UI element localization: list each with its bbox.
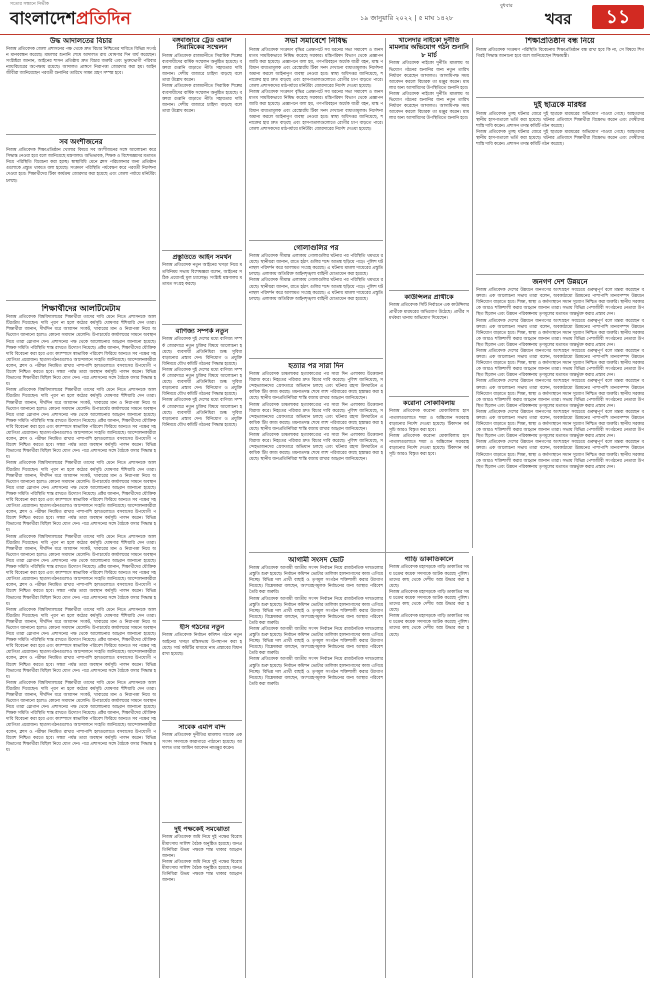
article-body-continued: নিজস্ব প্রতিবেদক দেশের উন্নয়নে জনগণের অংশগ্রহণ সবচেয়ে গুরুত্বপূর্ণ বলে মন্তব্য করেছেন বক্তারা। এক আলোচনা সভায় তারা বলেন, অবকাঠামো উন্নয়নের পাশাপাশি মানবসম্পদ উন্নয়নে বিনিয়োগ বাড়াতে হবে। শিক্ষা, স্বাস্থ্য ও কর্মসংস্থানে সমান সুযোগ নিশ্চিত করা জরুরি। স্থানীয় সরকারকে আরও শক্তিশালী করার আহ্বান জানান তারা। সভায় বিভিন্ন পেশাজীবী সংগঠনের নেতারা উপস্থিত ছিলেন এবং উন্নয়ন পরিকল্পনায় তৃণমূলের মতামত অন্তর্ভুক্ত করার প্রস্তাব দেন। xyxy=(476,379,644,409)
headline: জনগণ দেশ উন্নয়নে xyxy=(532,278,588,286)
article-body: নিজস্ব প্রতিবেদক জমি নিয়ে দুই পক্ষের বিরোধ মীমাংসায় সালিশ বৈঠক অনুষ্ঠিত হয়েছে। জনপ্রতিনিধিরা উভয় পক্ষকে শান্ত থাকার আহ্বান জানান। xyxy=(162,835,242,859)
article-body: নিজস্ব প্রতিবেদক আগামী জাতীয় সংসদ নির্বাচন নিয়ে রাজনৈতিক দলগুলোর প্রস্তুতি শুরু হয়েছে। নির্বাচন কমিশন ভোটার তালিকা হালনাগাদের কাজ এগিয়ে নিচ্ছে। বিভিন্ন দল প্রার্থী বাছাই ও তৃণমূল সংগঠন শক্তিশালী করার উদ্যোগ নিয়েছে। বিশ্লেষকরা বলছেন, অংশগ্রহণমূলক নির্বাচনের জন্য আস্থার পরিবেশ তৈরি করা জরুরি। xyxy=(249,566,383,596)
column-rule xyxy=(472,556,473,978)
row-rule xyxy=(162,324,242,325)
article-body-continued: নিজস্ব প্রতিবেদক মহাসড়কে গাড়ি ডাকাতির সময় চক্রের কয়েক সদস্যকে আটক করেছে পুলিশ। তাদের কাছ থেকে দেশীয় অস্ত্র উদ্ধার করা হয়েছে। xyxy=(389,589,469,614)
row-rule xyxy=(162,822,242,823)
article-khaleda-niko xyxy=(389,37,469,287)
masthead-tagline: সত্যের সন্ধানে নির্ভীক xyxy=(10,2,49,7)
article-udho-adalot xyxy=(6,37,156,132)
article-shikkha-bondho xyxy=(476,37,644,95)
headline: কাউন্সিলর প্রার্থীকে xyxy=(404,294,454,301)
headline: হত্যার পর সারা দিন xyxy=(288,362,344,370)
article-body-continued: নিজস্ব প্রতিবেদক আগামী জাতীয় সংসদ নির্বাচন নিয়ে রাজনৈতিক দলগুলোর প্রস্তুতি শুরু হয়েছে। নির্বাচন কমিশন ভোটার তালিকা হালনাগাদের কাজ এগিয়ে নিচ্ছে। বিভিন্ন দল প্রার্থী বাছাই ও তৃণমূল সংগঠন শক্তিশালী করার উদ্যোগ নিয়েছে। বিশ্লেষকরা বলছেন, অংশগ্রহণমূলক নির্বাচনের জন্য আস্থার পরিবেশ তৈরি করা জরুরি। xyxy=(249,657,383,687)
row-rule xyxy=(249,240,383,241)
article-ec-gothon xyxy=(162,624,242,719)
article-body: নিজস্ব প্রতিবেদক নির্বাচন কমিশন গঠনে নতুন আইনের খসড়া মন্ত্রিসভায় উপস্থাপন করা হয়েছে। সার্চ কমিটির মাধ্যমে নাম প্রস্তাবের বিধান রাখা হয়েছে। xyxy=(162,633,242,657)
headline: খালেদার নাইকো দুর্নীতি মামলার অভিযোগ গঠন শুনানি ৮ মার্চ xyxy=(389,37,469,59)
article-body: নিজস্ব প্রতিবেদক করোনা মোকাবিলায় হাসপাতালগুলোতে শয্যা ও অক্সিজেন সরবরাহ বাড়ানোর নির্দেশ দেওয়া হয়েছে। টিকাদান কর্মসূচি আরও বিস্তৃত করা হবে। xyxy=(389,409,469,433)
article-body: নিজস্ব প্রতিবেদক সংক্রমণ বৃদ্ধির প্রেক্ষাপটে সব ধরনের সভা সমাবেশ ও জনসমাগম সাময়িকভাবে নিষিদ্ধ করেছে সরকার। মন্ত্রিপরিষদ বিভাগ থেকে প্রজ্ঞাপন জারি করা হয়েছে। প্রজ্ঞাপনে বলা হয়, গণপরিবহনে অর্ধেক যাত্রী বহন, মাস্ক পরিধান বাধ্যতামূলক এবং রেস্তোরাঁয় টিকা সনদ দেখানো বাধ্যতামূলক। নির্দেশনা অমান্য করলে আইনানুগ ব্যবস্থা নেওয়া হবে। স্বাস্থ্য অধিদপ্তর জানিয়েছে, শনাক্তের হার দ্রুত বাড়ছে এবং হাসপাতালগুলোতে রোগীর চাপ বাড়তে পারে। জেলা প্রশাসকদের মাঠপর্যায়ে মনিটরিং জোরদারের নির্দেশ দেওয়া হয়েছে। xyxy=(249,47,383,90)
row-rule xyxy=(162,620,242,621)
headline: বাণিজ্য সম্পর্ক নতুন xyxy=(175,328,229,335)
headline: বঙ্গবাজারে ট্রেড ওয়াল সিরামিকের সম্মেলন xyxy=(172,37,232,52)
headline: উদ্ধ আদালতের বিচার xyxy=(49,37,113,45)
headline: দুই পক্ষকেই সমঝোতা xyxy=(174,826,230,833)
date-line: ১৯ জানুয়ারি ২০২২ | ৫ মাঘ ১৪২৮ xyxy=(360,14,454,22)
article-shikkharthi-ultimatum xyxy=(6,304,156,978)
row-rule xyxy=(249,358,383,359)
row-rule xyxy=(6,134,156,135)
article-body: নিজস্ব প্রতিবেদক বিশ্ববিদ্যালয়ের শিক্ষার্থীরা তাদের দাবি মেনে নিতে প্রশাসনকে আলটিমেটাম দিয়েছেন। দাবি পূরণ না হলে কঠোর কর্মসূচি ঘোষণার হুঁশিয়ারি দেন তারা। শিক্ষার্থীরা জানান, দীর্ঘদিন ধরে আবাসন সংকট, খাবারের মান ও নিরাপত্তা নিয়ে অভিযোগ জানানো হলেও কোনো সমাধান মেলেনি। উপাচার্যের কার্যালয়ের সামনে অবস্থান নিয়ে তারা স্লোগান দেন। প্রশাসনের পক্ষ থেকে আলোচনার আহ্বান জানানো হয়েছে। শিক্ষক সমিতি পরিস্থিতি শান্ত রাখতে উদ্যোগ নিয়েছে। প্রক্টর জানান, শিক্ষার্থীদের যৌক্তিক দাবি বিবেচনা করা হবে এবং ক্যাম্পাসে স্বাভাবিক পরিবেশ ফিরিয়ে আনতে সব পক্ষের সহযোগিতা প্রয়োজন। ছাত্রসংগঠনগুলোও আন্দোলনে সংহতি জানিয়েছে। আন্দোলনকারীরা বলেন, ক্লাস ও পরীক্ষা নিয়মিত রাখার পাশাপাশি হলগুলোতে বসবাসের উপযোগী পরিবেশ নিশ্চিত করতে হবে। সন্ধ্যা পর্যন্ত তারা অবস্থান কর্মসূচি পালন করেন। বিভিন্ন বিভাগের শিক্ষার্থীরা মিছিল নিয়ে যোগ দেন। পরে প্রশাসনের সঙ্গে বৈঠকে বসার সিদ্ধান্ত হয়। xyxy=(6,315,156,388)
article-body-continued: নিজস্ব প্রতিবেদক বিশ্ববিদ্যালয়ের শিক্ষার্থীরা তাদের দাবি মেনে নিতে প্রশাসনকে আলটিমেটাম দিয়েছেন। দাবি পূরণ না হলে কঠোর কর্মসূচি ঘোষণার হুঁশিয়ারি দেন তারা। শিক্ষার্থীরা জানান, দীর্ঘদিন ধরে আবাসন সংকট, খাবারের মান ও নিরাপত্তা নিয়ে অভিযোগ জানানো হলেও কোনো সমাধান মেলেনি। উপাচার্যের কার্যালয়ের সামনে অবস্থান নিয়ে তারা স্লোগান দেন। প্রশাসনের পক্ষ থেকে আলোচনার আহ্বান জানানো হয়েছে। শিক্ষক সমিতি পরিস্থিতি শান্ত রাখতে উদ্যোগ নিয়েছে। প্রক্টর জানান, শিক্ষার্থীদের যৌক্তিক দাবি বিবেচনা করা হবে এবং ক্যাম্পাসে স্বাভাবিক পরিবেশ ফিরিয়ে আনতে সব পক্ষের সহযোগিতা প্রয়োজন। ছাত্রসংগঠনগুলোও আন্দোলনে সংহতি জানিয়েছে। আন্দোলনকারীরা বলেন, ক্লাস ও পরীক্ষা নিয়মিত রাখার পাশাপাশি হলগুলোতে বসবাসের উপযোগী পরিবেশ নিশ্চিত করতে হবে। সন্ধ্যা পর্যন্ত তারা অবস্থান কর্মসূচি পালন করেন। বিভিন্ন বিভাগের শিক্ষার্থীরা মিছিল নিয়ে যোগ দেন। পরে প্রশাসনের সঙ্গে বৈঠকে বসার সিদ্ধান্ত হয়। xyxy=(6,534,156,607)
headline: শিক্ষার্থীদের আলটিমেটাম xyxy=(41,304,121,313)
section-label: খবর xyxy=(545,10,572,28)
article-body: নিজস্ব প্রতিবেদক সীমান্ত এলাকায় গোলাগুলির ঘটনার পর পরিস্থিতি থমথমে রয়েছে। স্থানীয়রা জানান, রাতে হঠাৎ গুলির শব্দে আতঙ্ক ছড়িয়ে পড়ে। পুলিশ ঘটনাস্থল পরিদর্শন করে আলামত সংগ্রহ করেছে। এ ঘটনায় মামলা দায়েরের প্রস্তুতি চলছে। এলাকায় অতিরিক্ত আইনশৃঙ্খলা বাহিনী মোতায়েন করা হয়েছে। xyxy=(249,254,383,278)
article-sobha-somabesh xyxy=(249,37,383,237)
headline: সব অংশীজনের xyxy=(59,138,103,146)
article-dui-pokkho xyxy=(162,826,242,978)
article-body-continued: নিজস্ব প্রতিবেদক বিশ্ববিদ্যালয়ের শিক্ষার্থীরা তাদের দাবি মেনে নিতে প্রশাসনকে আলটিমেটাম দিয়েছেন। দাবি পূরণ না হলে কঠোর কর্মসূচি ঘোষণার হুঁশিয়ারি দেন তারা। শিক্ষার্থীরা জানান, দীর্ঘদিন ধরে আবাসন সংকট, খাবারের মান ও নিরাপত্তা নিয়ে অভিযোগ জানানো হলেও কোনো সমাধান মেলেনি। উপাচার্যের কার্যালয়ের সামনে অবস্থান নিয়ে তারা স্লোগান দেন। প্রশাসনের পক্ষ থেকে আলোচনার আহ্বান জানানো হয়েছে। শিক্ষক সমিতি পরিস্থিতি শান্ত রাখতে উদ্যোগ নিয়েছে। প্রক্টর জানান, শিক্ষার্থীদের যৌক্তিক দাবি বিবেচনা করা হবে এবং ক্যাম্পাসে স্বাভাবিক পরিবেশ ফিরিয়ে আনতে সব পক্ষের সহযোগিতা প্রয়োজন। ছাত্রসংগঠনগুলোও আন্দোলনে সংহতি জানিয়েছে। আন্দোলনকারীরা বলেন, ক্লাস ও পরীক্ষা নিয়মিত রাখার পাশাপাশি হলগুলোতে বসবাসের উপযোগী পরিবেশ নিশ্চিত করতে হবে। সন্ধ্যা পর্যন্ত তারা অবস্থান কর্মসূচি পালন করেন। বিভিন্ন বিভাগের শিক্ষার্থীরা মিছিল নিয়ে যোগ দেন। পরে প্রশাসনের সঙ্গে বৈঠকে বসার সিদ্ধান্ত হয়। xyxy=(6,607,156,680)
logo-accent: প্রতিদিন xyxy=(75,9,131,29)
headline: প্রস্তুতিতে আইন সমর্থন xyxy=(172,254,232,261)
article-body-continued: নিজস্ব প্রতিবেদক সংক্রমণ বৃদ্ধির প্রেক্ষাপটে সব ধরনের সভা সমাবেশ ও জনসমাগম সাময়িকভাবে নিষিদ্ধ করেছে সরকার। মন্ত্রিপরিষদ বিভাগ থেকে প্রজ্ঞাপন জারি করা হয়েছে। প্রজ্ঞাপনে বলা হয়, গণপরিবহনে অর্ধেক যাত্রী বহন, মাস্ক পরিধান বাধ্যতামূলক এবং রেস্তোরাঁয় টিকা সনদ দেখানো বাধ্যতামূলক। নির্দেশনা অমান্য করলে আইনানুগ ব্যবস্থা নেওয়া হবে। স্বাস্থ্য অধিদপ্তর জানিয়েছে, শনাক্তের হার দ্রুত বাড়ছে এবং হাসপাতালগুলোতে রোগীর চাপ বাড়তে পারে। জেলা প্রশাসকদের মাঠপর্যায়ে মনিটরিং জোরদারের নির্দেশ দেওয়া হয়েছে। xyxy=(249,90,383,132)
article-banijjo xyxy=(162,328,242,618)
article-body-continued: নিজস্ব প্রতিবেদক আগামী জাতীয় সংসদ নির্বাচন নিয়ে রাজনৈতিক দলগুলোর প্রস্তুতি শুরু হয়েছে। নির্বাচন কমিশন ভোটার তালিকা হালনাগাদের কাজ এগিয়ে নিচ্ছে। বিভিন্ন দল প্রার্থী বাছাই ও তৃণমূল সংগঠন শক্তিশালী করার উদ্যোগ নিয়েছে। বিশ্লেষকরা বলছেন, অংশগ্রহণমূলক নির্বাচনের জন্য আস্থার পরিবেশ তৈরি করা জরুরি। xyxy=(249,626,383,657)
article-body: নিজস্ব প্রতিবেদক দেশের উন্নয়নে জনগণের অংশগ্রহণ সবচেয়ে গুরুত্বপূর্ণ বলে মন্তব্য করেছেন বক্তারা। এক আলোচনা সভায় তারা বলেন, অবকাঠামো উন্নয়নের পাশাপাশি মানবসম্পদ উন্নয়নে বিনিয়োগ বাড়াতে হবে। শিক্ষা, স্বাস্থ্য ও কর্মসংস্থানে সমান সুযোগ নিশ্চিত করা জরুরি। স্থানীয় সরকারকে আরও শক্তিশালী করার আহ্বান জানান তারা। সভায় বিভিন্ন পেশাজীবী সংগঠনের নেতারা উপস্থিত ছিলেন এবং উন্নয়ন পরিকল্পনায় তৃণমূলের মতামত অন্তর্ভুক্ত করার প্রস্তাব দেন। xyxy=(476,288,644,318)
article-hottar-por xyxy=(249,362,383,550)
article-body-continued: নিজস্ব প্রতিবেদক করোনা মোকাবিলায় হাসপাতালগুলোতে শয্যা ও অক্সিজেন সরবরাহ বাড়ানোর নির্দেশ দেওয়া হয়েছে। টিকাদান কর্মসূচি আরও বিস্তৃত করা হবে। xyxy=(389,433,469,458)
article-body: নিজস্ব প্রতিবেদক দুর্নীতির মামলায় সাবেক এক সংসদ সদস্যকে কারাগারে পাঠানো হয়েছে। আদালত তার জামিন আবেদন নামঞ্জুর করেন। xyxy=(162,733,242,751)
article-jonogon-unnoyon xyxy=(476,278,644,978)
article-body: নিজস্ব প্রতিবেদক জেলা প্রশাসনের পক্ষ থেকে দ্রুত বিচার নিশ্চিতের দাবিতে বিভিন্ন সংগঠন মানববন্ধন করেছে। মামলার শুনানি শেষে আদালত রায় ঘোষণার দিন ধার্য করেছেন। সংশ্লিষ্টরা জানান, আইনের শাসন প্রতিষ্ঠায় দ্রুত বিচার জরুরি এবং ভুক্তভোগী পরিবার ন্যায়বিচারের অপেক্ষায় রয়েছে। আদালত প্রাঙ্গণে নিরাপত্তা জোরদার করা হয়। আইনজীবীরা জানিয়েছেন পরবর্তী শুনানির তারিখে সাক্ষ্য গ্রহণ সম্পন্ন হবে। xyxy=(6,47,156,77)
article-dui-chatro xyxy=(476,101,644,271)
row-rule xyxy=(162,250,242,251)
column-rule xyxy=(385,38,386,978)
row-rule xyxy=(389,396,469,397)
row-rule xyxy=(476,97,644,98)
article-sabek-mp xyxy=(162,724,242,819)
article-body-continued: নিজস্ব প্রতিবেদক দুই দেশের মধ্যে বাণিজ্য সম্পর্ক জোরদারে নতুন চুক্তির বিষয়ে আলোচনা হয়েছে। ব্যবসায়ী প্রতিনিধিরা শুল্ক সুবিধা বাড়ানোর প্রস্তাব দেন। বিনিয়োগ ও প্রযুক্তি বিনিময়ে যৌথ কমিটি গঠনের সিদ্ধান্ত হয়েছে। xyxy=(162,367,242,398)
article-body-continued: নিজস্ব প্রতিবেদক নাইকো দুর্নীতি মামলায় অভিযোগ গঠনের শুনানির জন্য নতুন তারিখ নির্ধারণ করেছেন আদালত। আসামিপক্ষ সময় আবেদন করলে বিচারক তা মঞ্জুর করেন। মামলার অন্য আসামিদের উপস্থিতিতে শুনানি হবে। xyxy=(389,91,469,122)
headline: ইসি গঠনের নতুন xyxy=(179,624,225,631)
article-corona xyxy=(389,400,469,550)
article-body-continued: নিজস্ব প্রতিবেদক আগামী জাতীয় সংসদ নির্বাচন নিয়ে রাজনৈতিক দলগুলোর প্রস্তুতি শুরু হয়েছে। নির্বাচন কমিশন ভোটার তালিকা হালনাগাদের কাজ এগিয়ে নিচ্ছে। বিভিন্ন দল প্রার্থী বাছাই ও তৃণমূল সংগঠন শক্তিশালী করার উদ্যোগ নিয়েছে। বিশ্লেষকরা বলছেন, অংশগ্রহণমূলক নির্বাচনের জন্য আস্থার পরিবেশ তৈরি করা জরুরি। xyxy=(249,596,383,626)
column-rule xyxy=(245,38,246,978)
article-agami-sangsad xyxy=(249,556,383,978)
headline: গাড়ি ডাকাতিকালে xyxy=(404,556,454,563)
article-body-continued: নিজস্ব প্রতিবেদক বিশ্ববিদ্যালয়ের শিক্ষার্থীরা তাদের দাবি মেনে নিতে প্রশাসনকে আলটিমেটাম দিয়েছেন। দাবি পূরণ না হলে কঠোর কর্মসূচি ঘোষণার হুঁশিয়ারি দেন তারা। শিক্ষার্থীরা জানান, দীর্ঘদিন ধরে আবাসন সংকট, খাবারের মান ও নিরাপত্তা নিয়ে অভিযোগ জানানো হলেও কোনো সমাধান মেলেনি। উপাচার্যের কার্যালয়ের সামনে অবস্থান নিয়ে তারা স্লোগান দেন। প্রশাসনের পক্ষ থেকে আলোচনার আহ্বান জানানো হয়েছে। শিক্ষক সমিতি পরিস্থিতি শান্ত রাখতে উদ্যোগ নিয়েছে। প্রক্টর জানান, শিক্ষার্থীদের যৌক্তিক দাবি বিবেচনা করা হবে এবং ক্যাম্পাসে স্বাভাবিক পরিবেশ ফিরিয়ে আনতে সব পক্ষের সহযোগিতা প্রয়োজন। ছাত্রসংগঠনগুলোও আন্দোলনে সংহতি জানিয়েছে। আন্দোলনকারীরা বলেন, ক্লাস ও পরীক্ষা নিয়মিত রাখার পাশাপাশি হলগুলোতে বসবাসের উপযোগী পরিবেশ নিশ্চিত করতে হবে। সন্ধ্যা পর্যন্ত তারা অবস্থান কর্মসূচি পালন করেন। বিভিন্ন বিভাগের শিক্ষার্থীরা মিছিল নিয়ে যোগ দেন। পরে প্রশাসনের সঙ্গে বৈঠকে বসার সিদ্ধান্ত হয়। xyxy=(6,461,156,534)
article-body-continued: নিজস্ব প্রতিবেদক চাঞ্চল্যকর হত্যাকাণ্ডের পর সারা দিন এলাকায় উত্তেজনা বিরাজ করে। নিহতের পরিবার দ্রুত বিচার দাবি করেছে। পুলিশ জানিয়েছে, সন্দেহভাজনদের গ্রেফতারে অভিযান চলছে এবং ঘটনার রহস্য উদঘাটনে একাধিক টিম কাজ করছে। ময়নাতদন্ত শেষে লাশ পরিবারের কাছে হস্তান্তর করা হয়েছে। স্থানীয় জনপ্রতিনিধিরা শান্তি বজায় রাখার আহ্বান জানিয়েছেন। xyxy=(249,402,383,432)
row-rule xyxy=(476,274,644,275)
row-rule xyxy=(6,300,156,301)
row-rule xyxy=(249,552,469,553)
headline: করোনা সোকাবিলায় xyxy=(403,400,455,407)
article-body: নিজস্ব প্রতিবেদক নতুন আইনের খসড়া নিয়ে মতবিনিময় সভায় বিশেষজ্ঞরা বলেন, আইনের সঠিক প্রয়োগই মূল চ্যালেঞ্জ। সংশ্লিষ্ট মন্ত্রণালয় মতামত সংগ্রহ করছে। xyxy=(162,263,242,287)
headline: সভা সমাবেশে নিষিদ্ধ xyxy=(284,37,348,45)
article-body-continued: নিজস্ব প্রতিবেদক রাজধানীতে সিরামিক শিল্পের ব্যবসায়ীদের বার্ষিক সম্মেলন অনুষ্ঠিত হয়েছে। বক্তারা রপ্তানি বাড়াতে নীতি সহায়তার দাবি জানান। দেশীয় বাজারে চাহিদা বাড়ছে বলে তারা উল্লেখ করেন। xyxy=(162,84,242,114)
article-body: নিজস্ব প্রতিবেদক শিক্ষাপ্রতিষ্ঠান খোলার বিষয়ে সব অংশীজনের সঙ্গে আলোচনা করে সিদ্ধান্ত নেওয়া হবে বলে জানিয়েছে মন্ত্রণালয়। অভিভাবক, শিক্ষক ও বিশেষজ্ঞদের মতামত নিয়ে পরিস্থিতি বিবেচনা করা হচ্ছে। স্বাস্থ্যবিধি মেনে ক্লাস পরিচালনার জন্য প্রতিষ্ঠানগুলোকে প্রস্তুত থাকতে বলা হয়েছে। সংক্রমণ পরিস্থিতি পর্যবেক্ষণ করে পরবর্তী নির্দেশনা দেওয়া হবে। শিক্ষার্থীদের টিকা কার্যক্রম জোরদার করা হয়েছে এবং জেলা পর্যায়ে মনিটরিং চলছে। xyxy=(6,148,156,184)
headline: আগামী সংসদ ভোট xyxy=(288,556,344,564)
headline: শিক্ষাপ্রতিষ্ঠান বন্ধ নিয়ে xyxy=(525,37,595,45)
article-body-continued: নিজস্ব প্রতিবেদক দেশের উন্নয়নে জনগণের অংশগ্রহণ সবচেয়ে গুরুত্বপূর্ণ বলে মন্তব্য করেছেন বক্তারা। এক আলোচনা সভায় তারা বলেন, অবকাঠামো উন্নয়নের পাশাপাশি মানবসম্পদ উন্নয়নে বিনিয়োগ বাড়াতে হবে। শিক্ষা, স্বাস্থ্য ও কর্মসংস্থানে সমান সুযোগ নিশ্চিত করা জরুরি। স্থানীয় সরকারকে আরও শক্তিশালী করার আহ্বান জানান তারা। সভায় বিভিন্ন পেশাজীবী সংগঠনের নেতারা উপস্থিত ছিলেন এবং উন্নয়ন পরিকল্পনায় তৃণমূলের মতামত অন্তর্ভুক্ত করার প্রস্তাব দেন। xyxy=(476,348,644,379)
headline: সাবেক এমপি বন্দি xyxy=(178,724,226,731)
column-rule xyxy=(472,38,473,548)
article-body-continued: নিজস্ব প্রতিবেদক বিশ্ববিদ্যালয়ের শিক্ষার্থীরা তাদের দাবি মেনে নিতে প্রশাসনকে আলটিমেটাম দিয়েছেন। দাবি পূরণ না হলে কঠোর কর্মসূচি ঘোষণার হুঁশিয়ারি দেন তারা। শিক্ষার্থীরা জানান, দীর্ঘদিন ধরে আবাসন সংকট, খাবারের মান ও নিরাপত্তা নিয়ে অভিযোগ জানানো হলেও কোনো সমাধান মেলেনি। উপাচার্যের কার্যালয়ের সামনে অবস্থান নিয়ে তারা স্লোগান দেন। প্রশাসনের পক্ষ থেকে আলোচনার আহ্বান জানানো হয়েছে। শিক্ষক সমিতি পরিস্থিতি শান্ত রাখতে উদ্যোগ নিয়েছে। প্রক্টর জানান, শিক্ষার্থীদের যৌক্তিক দাবি বিবেচনা করা হবে এবং ক্যাম্পাসে স্বাভাবিক পরিবেশ ফিরিয়ে আনতে সব পক্ষের সহযোগিতা প্রয়োজন। ছাত্রসংগঠনগুলোও আন্দোলনে সংহতি জানিয়েছে। আন্দোলনকারীরা বলেন, ক্লাস ও পরীক্ষা নিয়মিত রাখার পাশাপাশি হলগুলোতে বসবাসের উপযোগী পরিবেশ নিশ্চিত করতে হবে। সন্ধ্যা পর্যন্ত তারা অবস্থান কর্মসূচি পালন করেন। বিভিন্ন বিভাগের শিক্ষার্থীরা মিছিল নিয়ে যোগ দেন। পরে প্রশাসনের সঙ্গে বৈঠকে বসার সিদ্ধান্ত হয়। xyxy=(6,388,156,461)
row-rule xyxy=(162,720,242,721)
article-body-continued: নিজস্ব প্রতিবেদক দুই দেশের মধ্যে বাণিজ্য সম্পর্ক জোরদারে নতুন চুক্তির বিষয়ে আলোচনা হয়েছে। ব্যবসায়ী প্রতিনিধিরা শুল্ক সুবিধা বাড়ানোর প্রস্তাব দেন। বিনিয়োগ ও প্রযুক্তি বিনিময়ে যৌথ কমিটি গঠনের সিদ্ধান্ত হয়েছে। xyxy=(162,398,242,428)
weekday: বুধবার xyxy=(500,3,513,9)
article-body-continued: নিজস্ব প্রতিবেদক দেশের উন্নয়নে জনগণের অংশগ্রহণ সবচেয়ে গুরুত্বপূর্ণ বলে মন্তব্য করেছেন বক্তারা। এক আলোচনা সভায় তারা বলেন, অবকাঠামো উন্নয়নের পাশাপাশি মানবসম্পদ উন্নয়নে বিনিয়োগ বাড়াতে হবে। শিক্ষা, স্বাস্থ্য ও কর্মসংস্থানে সমান সুযোগ নিশ্চিত করা জরুরি। স্থানীয় সরকারকে আরও শক্তিশালী করার আহ্বান জানান তারা। সভায় বিভিন্ন পেশাজীবী সংগঠনের নেতারা উপস্থিত ছিলেন এবং উন্নয়ন পরিকল্পনায় তৃণমূলের মতামত অন্তর্ভুক্ত করার প্রস্তাব দেন। xyxy=(476,440,644,470)
article-body-continued: নিজস্ব প্রতিবেদক সীমান্ত এলাকায় গোলাগুলির ঘটনার পর পরিস্থিতি থমথমে রয়েছে। স্থানীয়রা জানান, রাতে হঠাৎ গুলির শব্দে আতঙ্ক ছড়িয়ে পড়ে। পুলিশ ঘটনাস্থল পরিদর্শন করে আলামত সংগ্রহ করেছে। এ ঘটনায় মামলা দায়েরের প্রস্তুতি চলছে। এলাকায় অতিরিক্ত আইনশৃঙ্খলা বাহিনী মোতায়েন করা হয়েছে। xyxy=(249,278,383,302)
masthead xyxy=(0,0,650,35)
article-sob-angshijon xyxy=(6,138,156,298)
headline: গোলাগুলির পর xyxy=(293,244,339,252)
article-body-continued: নিজস্ব প্রতিবেদক দেশের উন্নয়নে জনগণের অংশগ্রহণ সবচেয়ে গুরুত্বপূর্ণ বলে মন্তব্য করেছেন বক্তারা। এক আলোচনা সভায় তারা বলেন, অবকাঠামো উন্নয়নের পাশাপাশি মানবসম্পদ উন্নয়নে বিনিয়োগ বাড়াতে হবে। শিক্ষা, স্বাস্থ্য ও কর্মসংস্থানে সমান সুযোগ নিশ্চিত করা জরুরি। স্থানীয় সরকারকে আরও শক্তিশালী করার আহ্বান জানান তারা। সভায় বিভিন্ন পেশাজীবী সংগঠনের নেতারা উপস্থিত ছিলেন এবং উন্নয়ন পরিকল্পনায় তৃণমূলের মতামত অন্তর্ভুক্ত করার প্রস্তাব দেন। xyxy=(476,409,644,440)
article-ceramic xyxy=(162,37,242,247)
headline: দুই ছাত্রকে মারধর xyxy=(533,101,587,109)
article-body-continued: নিজস্ব প্রতিবেদক জমি নিয়ে দুই পক্ষের বিরোধ মীমাংসায় সালিশ বৈঠক অনুষ্ঠিত হয়েছে। জনপ্রতিনিধিরা উভয় পক্ষকে শান্ত থাকার আহ্বান জানান। xyxy=(162,859,242,884)
article-body: নিজস্ব প্রতিবেদক দুই দেশের মধ্যে বাণিজ্য সম্পর্ক জোরদারে নতুন চুক্তির বিষয়ে আলোচনা হয়েছে। ব্যবসায়ী প্রতিনিধিরা শুল্ক সুবিধা বাড়ানোর প্রস্তাব দেন। বিনিয়োগ ও প্রযুক্তি বিনিময়ে যৌথ কমিটি গঠনের সিদ্ধান্ত হয়েছে। xyxy=(162,337,242,367)
article-body-continued: নিজস্ব প্রতিবেদক বিশ্ববিদ্যালয়ের শিক্ষার্থীরা তাদের দাবি মেনে নিতে প্রশাসনকে আলটিমেটাম দিয়েছেন। দাবি পূরণ না হলে কঠোর কর্মসূচি ঘোষণার হুঁশিয়ারি দেন তারা। শিক্ষার্থীরা জানান, দীর্ঘদিন ধরে আবাসন সংকট, খাবারের মান ও নিরাপত্তা নিয়ে অভিযোগ জানানো হলেও কোনো সমাধান মেলেনি। উপাচার্যের কার্যালয়ের সামনে অবস্থান নিয়ে তারা স্লোগান দেন। প্রশাসনের পক্ষ থেকে আলোচনার আহ্বান জানানো হয়েছে। শিক্ষক সমিতি পরিস্থিতি শান্ত রাখতে উদ্যোগ নিয়েছে। প্রক্টর জানান, শিক্ষার্থীদের যৌক্তিক দাবি বিবেচনা করা হবে এবং ক্যাম্পাসে স্বাভাবিক পরিবেশ ফিরিয়ে আনতে সব পক্ষের সহযোগিতা প্রয়োজন। ছাত্রসংগঠনগুলোও আন্দোলনে সংহতি জানিয়েছে। আন্দোলনকারীরা বলেন, ক্লাস ও পরীক্ষা নিয়মিত রাখার পাশাপাশি হলগুলোতে বসবাসের উপযোগী পরিবেশ নিশ্চিত করতে হবে। সন্ধ্যা পর্যন্ত তারা অবস্থান কর্মসূচি পালন করেন। বিভিন্ন বিভাগের শিক্ষার্থীরা মিছিল নিয়ে যোগ দেন। পরে প্রশাসনের সঙ্গে বৈঠকে বসার সিদ্ধান্ত হয়। xyxy=(6,680,156,753)
article-body-continued: নিজস্ব প্রতিবেদক দেশের উন্নয়নে জনগণের অংশগ্রহণ সবচেয়ে গুরুত্বপূর্ণ বলে মন্তব্য করেছেন বক্তারা। এক আলোচনা সভায় তারা বলেন, অবকাঠামো উন্নয়নের পাশাপাশি মানবসম্পদ উন্নয়নে বিনিয়োগ বাড়াতে হবে। শিক্ষা, স্বাস্থ্য ও কর্মসংস্থানে সমান সুযোগ নিশ্চিত করা জরুরি। স্থানীয় সরকারকে আরও শক্তিশালী করার আহ্বান জানান তারা। সভায় বিভিন্ন পেশাজীবী সংগঠনের নেতারা উপস্থিত ছিলেন এবং উন্নয়ন পরিকল্পনায় তৃণমূলের মতামত অন্তর্ভুক্ত করার প্রস্তাব দেন। xyxy=(476,318,644,348)
article-ain-somorthon xyxy=(162,254,242,322)
article-body: নিজস্ব প্রতিবেদক সংক্রমণ পরিস্থিতি বিবেচনায় শিক্ষাপ্রতিষ্ঠান বন্ধ রাখা হবে কি না, সে বিষয়ে শিগগিরই সিদ্ধান্ত জানানো হবে বলে জানিয়েছেন শিক্ষামন্ত্রী। xyxy=(476,47,644,59)
article-body: নিজস্ব প্রতিবেদক রাজধানীতে সিরামিক শিল্পের ব্যবসায়ীদের বার্ষিক সম্মেলন অনুষ্ঠিত হয়েছে। বক্তারা রপ্তানি বাড়াতে নীতি সহায়তার দাবি জানান। দেশীয় বাজারে চাহিদা বাড়ছে বলে তারা উল্লেখ করেন। xyxy=(162,53,242,84)
article-body-continued: নিজস্ব প্রতিবেদক চাঞ্চল্যকর হত্যাকাণ্ডের পর সারা দিন এলাকায় উত্তেজনা বিরাজ করে। নিহতের পরিবার দ্রুত বিচার দাবি করেছে। পুলিশ জানিয়েছে, সন্দেহভাজনদের গ্রেফতারে অভিযান চলছে এবং ঘটনার রহস্য উদঘাটনে একাধিক টিম কাজ করছে। ময়নাতদন্ত শেষে লাশ পরিবারের কাছে হস্তান্তর করা হয়েছে। স্থানীয় জনপ্রতিনিধিরা শান্তি বজায় রাখার আহ্বান জানিয়েছেন। xyxy=(249,432,383,463)
newspaper-logo xyxy=(10,6,131,34)
article-councilor xyxy=(389,294,469,394)
logo-main: বাংলাদেশ xyxy=(10,9,76,29)
article-body: নিজস্ব প্রতিবেদক নাইকো দুর্নীতি মামলায় অভিযোগ গঠনের শুনানির জন্য নতুন তারিখ নির্ধারণ করেছেন আদালত। আসামিপক্ষ সময় আবেদন করলে বিচারক তা মঞ্জুর করেন। মামলার অন্য আসামিদের উপস্থিতিতে শুনানি হবে। xyxy=(389,61,469,91)
article-body: নিজস্ব প্রতিবেদক সিটি নির্বাচনে এক কাউন্সিলর প্রার্থীকে মারধরের অভিযোগ উঠেছে। প্রার্থীর সমর্থকরা থানায় অভিযোগ দিয়েছেন। xyxy=(389,303,469,321)
column-rule xyxy=(159,38,160,978)
row-rule xyxy=(389,290,469,291)
article-body: নিজস্ব প্রতিবেদক তুচ্ছ ঘটনার জেরে দুই ছাত্রকে মারধরের অভিযোগ পাওয়া গেছে। আহতদের স্থানীয় হাসপাতালে ভর্তি করা হয়েছে। ঘটনার প্রতিবাদে শিক্ষার্থীরা বিক্ষোভ করেন এবং দোষীদের শাস্তি দাবি করেন। প্রশাসন তদন্ত কমিটি গঠন করেছে। xyxy=(476,111,644,129)
article-body-continued: নিজস্ব প্রতিবেদক তুচ্ছ ঘটনার জেরে দুই ছাত্রকে মারধরের অভিযোগ পাওয়া গেছে। আহতদের স্থানীয় হাসপাতালে ভর্তি করা হয়েছে। ঘটনার প্রতিবাদে শিক্ষার্থীরা বিক্ষোভ করেন এবং দোষীদের শাস্তি দাবি করেন। প্রশাসন তদন্ত কমিটি গঠন করেছে। xyxy=(476,129,644,148)
page-number: ১১ xyxy=(592,5,644,29)
article-body-continued: নিজস্ব প্রতিবেদক মহাসড়কে গাড়ি ডাকাতির সময় চক্রের কয়েক সদস্যকে আটক করেছে পুলিশ। তাদের কাছ থেকে দেশীয় অস্ত্র উদ্ধার করা হয়েছে। xyxy=(389,614,469,638)
article-body: নিজস্ব প্রতিবেদক মহাসড়কে গাড়ি ডাকাতির সময় চক্রের কয়েক সদস্যকে আটক করেছে পুলিশ। তাদের কাছ থেকে দেশীয় অস্ত্র উদ্ধার করা হয়েছে। xyxy=(389,565,469,589)
article-body: নিজস্ব প্রতিবেদক চাঞ্চল্যকর হত্যাকাণ্ডের পর সারা দিন এলাকায় উত্তেজনা বিরাজ করে। নিহতের পরিবার দ্রুত বিচার দাবি করেছে। পুলিশ জানিয়েছে, সন্দেহভাজনদের গ্রেফতারে অভিযান চলছে এবং ঘটনার রহস্য উদঘাটনে একাধিক টিম কাজ করছে। ময়নাতদন্ত শেষে লাশ পরিবারের কাছে হস্তান্তর করা হয়েছে। স্থানীয় জনপ্রতিনিধিরা শান্তি বজায় রাখার আহ্বান জানিয়েছেন। xyxy=(249,372,383,402)
article-gari-dakati xyxy=(389,556,469,978)
article-golaguli xyxy=(249,244,383,356)
